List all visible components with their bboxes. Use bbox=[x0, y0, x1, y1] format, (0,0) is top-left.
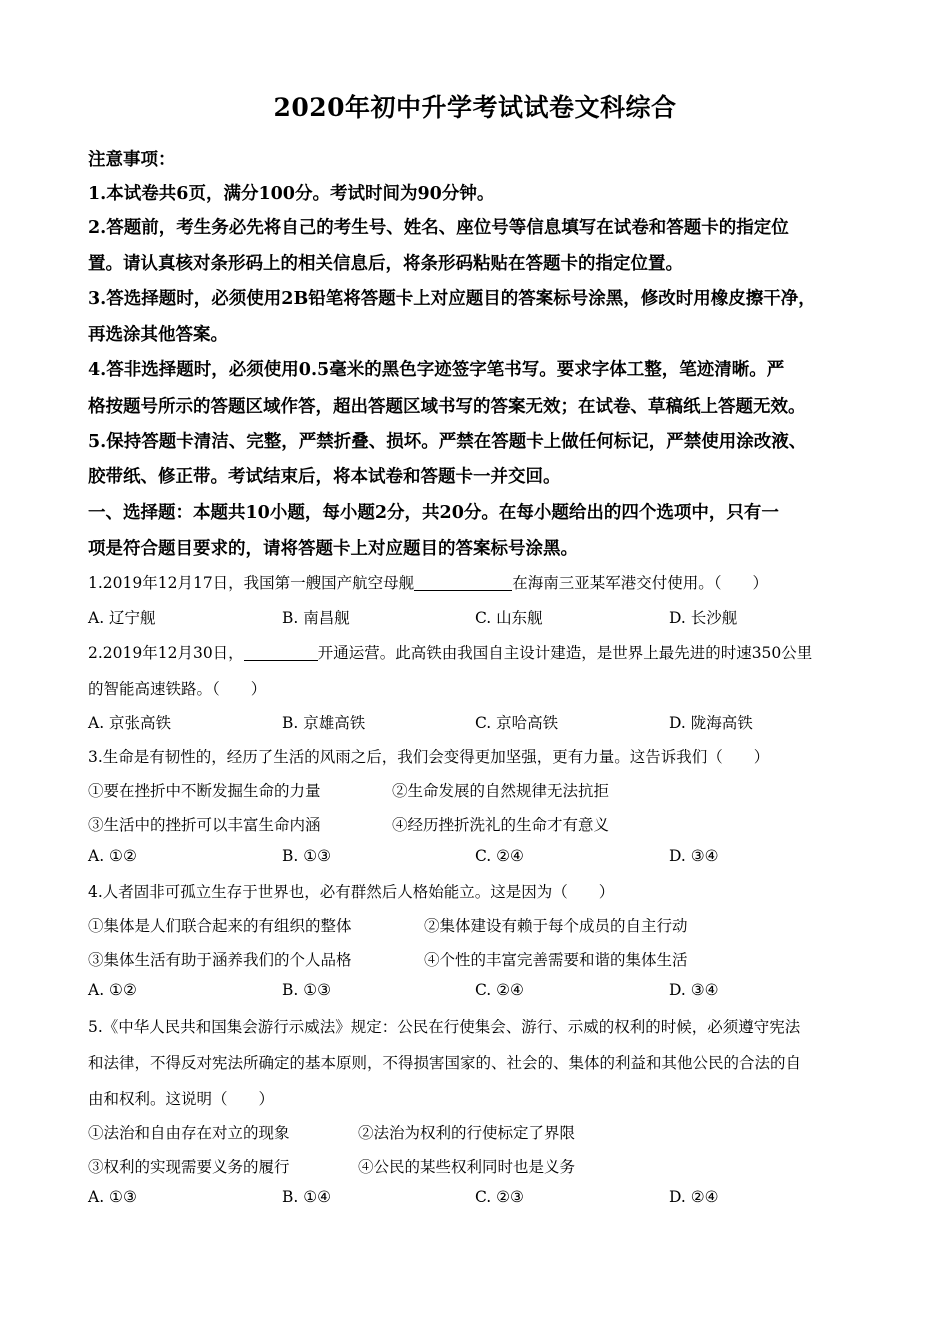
notice-heading: 注意事项： bbox=[88, 150, 176, 170]
notice-line: 2.答题前，考生务必先将自己的考生号、姓名、座位号等信息填写在试卷和答题卡的指定位 bbox=[88, 218, 789, 238]
statement-item: ①要在挫折中不断发掘生命的力量 bbox=[88, 782, 321, 800]
question-text: 1.2019年12月17日，我国第一艘国产航空母舰 bbox=[88, 574, 415, 592]
answer-blank bbox=[414, 575, 512, 592]
notice-line: 胶带纸、修正带。考试结束后，将本试卷和答题卡一并交回。 bbox=[88, 467, 561, 487]
question-text: 在海南三亚某军港交付使用。（ ） bbox=[512, 574, 768, 592]
notice-line: 5.保持答题卡清洁、完整，严禁折叠、损坏。严禁在答题卡上做任何标记，严禁使用涂改液、 bbox=[88, 432, 807, 452]
section-heading: 一、选择题：本题共10小题，每小题2分，共20分。在每小题给出的四个选项中，只有一 bbox=[88, 503, 779, 523]
option-c: C. ②④ bbox=[475, 847, 524, 865]
statement-item: ②法治为权利的行使标定了界限 bbox=[358, 1124, 576, 1142]
statement-item: ②生命发展的自然规律无法抗拒 bbox=[392, 782, 610, 800]
option-b: B. 南昌舰 bbox=[282, 609, 350, 627]
statement-item: ④经历挫折洗礼的生命才有意义 bbox=[392, 816, 610, 834]
question-4-stem: 4.人者固非可孤立生存于世界也，必有群然后人格始能立。这是因为（ ） bbox=[88, 883, 615, 901]
section-heading: 项是符合题目要求的，请将答题卡上对应题目的答案标号涂黑。 bbox=[88, 539, 578, 559]
option-a: A. 京张高铁 bbox=[88, 714, 172, 732]
option-a: A. ①③ bbox=[88, 1188, 137, 1206]
question-text: 2.2019年12月30日， bbox=[88, 644, 244, 662]
notice-line: 4.答非选择题时，必须使用0.5毫米的黑色字迹签字笔书写。要求字体工整，笔迹清晰。严 bbox=[88, 360, 785, 380]
notice-line: 置。请认真核对条形码上的相关信息后，将条形码粘贴在答题卡的指定位置。 bbox=[88, 254, 683, 274]
option-d: D. 长沙舰 bbox=[669, 609, 738, 627]
answer-blank bbox=[244, 645, 318, 662]
notice-line: 格按题号所示的答题区域作答，超出答题区域书写的答案无效；在试卷、草稿纸上答题无效。 bbox=[88, 397, 806, 417]
option-c: C. ②④ bbox=[475, 981, 524, 999]
option-a: A. ①② bbox=[88, 981, 137, 999]
option-d: D. 陇海高铁 bbox=[669, 714, 753, 732]
statement-item: ③权利的实现需要义务的履行 bbox=[88, 1158, 290, 1176]
statement-item: ①法治和自由存在对立的现象 bbox=[88, 1124, 290, 1142]
option-d: D. ③④ bbox=[669, 981, 719, 999]
question-2-stem bbox=[88, 641, 812, 663]
option-c: C. 京哈高铁 bbox=[475, 714, 559, 732]
question-3-stem: 3.生命是有韧性的，经历了生活的风雨之后，我们会变得更加坚强，更有力量。这告诉我们（ ） bbox=[88, 748, 770, 766]
option-a: A. ①② bbox=[88, 847, 137, 865]
question-5-stem-cont: 和法律，不得反对宪法所确定的基本原则，不得损害国家的、社会的、集体的利益和其他公民的合法的自 bbox=[88, 1054, 802, 1072]
question-1-stem bbox=[88, 571, 768, 593]
option-b: B. ①③ bbox=[282, 847, 332, 865]
notice-line: 1.本试卷共6页，满分100分。考试时间为90分钟。 bbox=[88, 184, 495, 204]
notice-line: 3.答选择题时，必须使用2B铅笔将答题卡上对应题目的答案标号涂黑，修改时用橡皮擦干净， bbox=[88, 289, 816, 309]
option-b: B. ①③ bbox=[282, 981, 332, 999]
statement-item: ④公民的某些权利同时也是义务 bbox=[358, 1158, 576, 1176]
notice-line: 再选涂其他答案。 bbox=[88, 325, 228, 345]
option-d: D. ②④ bbox=[669, 1188, 719, 1206]
option-c: C. 山东舰 bbox=[475, 609, 543, 627]
statement-item: ①集体是人们联合起来的有组织的整体 bbox=[88, 917, 352, 935]
question-5-stem-cont: 由和权利。这说明（ ） bbox=[88, 1090, 275, 1108]
question-2-stem-cont: 的智能高速铁路。（ ） bbox=[88, 680, 267, 698]
option-b: B. ①④ bbox=[282, 1188, 332, 1206]
option-b: B. 京雄高铁 bbox=[282, 714, 366, 732]
option-d: D. ③④ bbox=[669, 847, 719, 865]
statement-item: ③生活中的挫折可以丰富生命内涵 bbox=[88, 816, 321, 834]
option-a: A. 辽宁舰 bbox=[88, 609, 156, 627]
option-c: C. ②③ bbox=[475, 1188, 524, 1206]
question-text: 开通运营。此高铁由我国自主设计建造，是世界上最先进的时速350公里 bbox=[317, 644, 813, 662]
statement-item: ③集体生活有助于涵养我们的个人品格 bbox=[88, 951, 352, 969]
exam-title: 2020年初中升学考试试卷文科综合 bbox=[273, 93, 677, 122]
statement-item: ②集体建设有赖于每个成员的自主行动 bbox=[424, 917, 688, 935]
statement-item: ④个性的丰富完善需要和谐的集体生活 bbox=[424, 951, 688, 969]
question-5-stem: 5.《中华人民共和国集会游行示威法》规定：公民在行使集会、游行、示威的权利的时候，必须遵守宪法 bbox=[88, 1018, 801, 1036]
